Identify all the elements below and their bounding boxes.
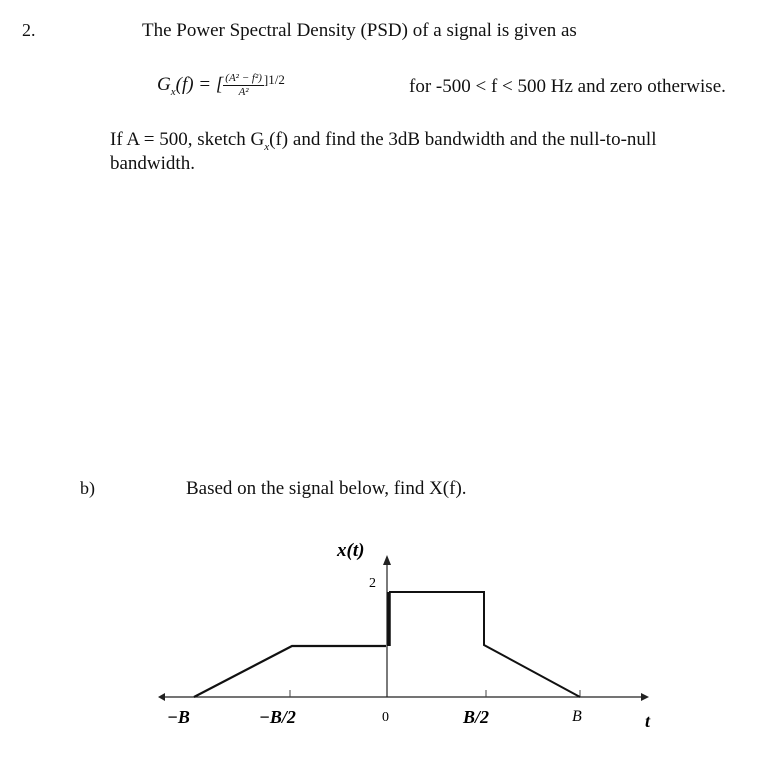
- formula-exponent: ]1/2: [263, 72, 285, 87]
- question-number: 2.: [22, 20, 36, 40]
- signal-right-segment: [389, 592, 580, 697]
- task-text-rest: (f) and find the 3dB bandwidth and the null-to-null: [269, 129, 657, 150]
- formula-lhs-sub: x: [170, 85, 176, 98]
- x-tick-label: −B/2: [259, 707, 296, 727]
- question-intro: The Power Spectral Density (PSD) of a signal is given as: [142, 20, 577, 41]
- x-tick-label: B/2: [463, 707, 490, 727]
- signal-left-segment: [194, 646, 386, 697]
- y-axis-label: x(t): [337, 540, 365, 561]
- formula-numerator: (A² − f²): [225, 72, 262, 85]
- formula-condition: for -500 < f < 500 Hz and zero otherwise.: [409, 76, 726, 97]
- question-task-line2: bandwidth.: [110, 153, 195, 174]
- formula-lhs: G: [157, 74, 171, 95]
- x-tick-label: B: [572, 708, 582, 725]
- formula-denominator: A²: [238, 86, 249, 99]
- task-sub: x: [264, 140, 270, 153]
- part-b-text: Based on the signal below, find X(f).: [186, 478, 467, 499]
- formula-lhs-arg: (f) = [: [175, 74, 224, 95]
- task-text-start: If A = 500, sketch G: [110, 129, 265, 150]
- y-tick-label-2: 2: [369, 576, 376, 591]
- t-axis-label: t: [645, 711, 651, 731]
- t-axis-right-arrow: [641, 693, 649, 701]
- y-axis-arrow: [383, 555, 391, 565]
- t-axis-left-arrow: [158, 693, 165, 701]
- x-tick-label: −B: [167, 707, 190, 727]
- x-tick-label: 0: [382, 710, 389, 725]
- part-label: b): [80, 478, 95, 498]
